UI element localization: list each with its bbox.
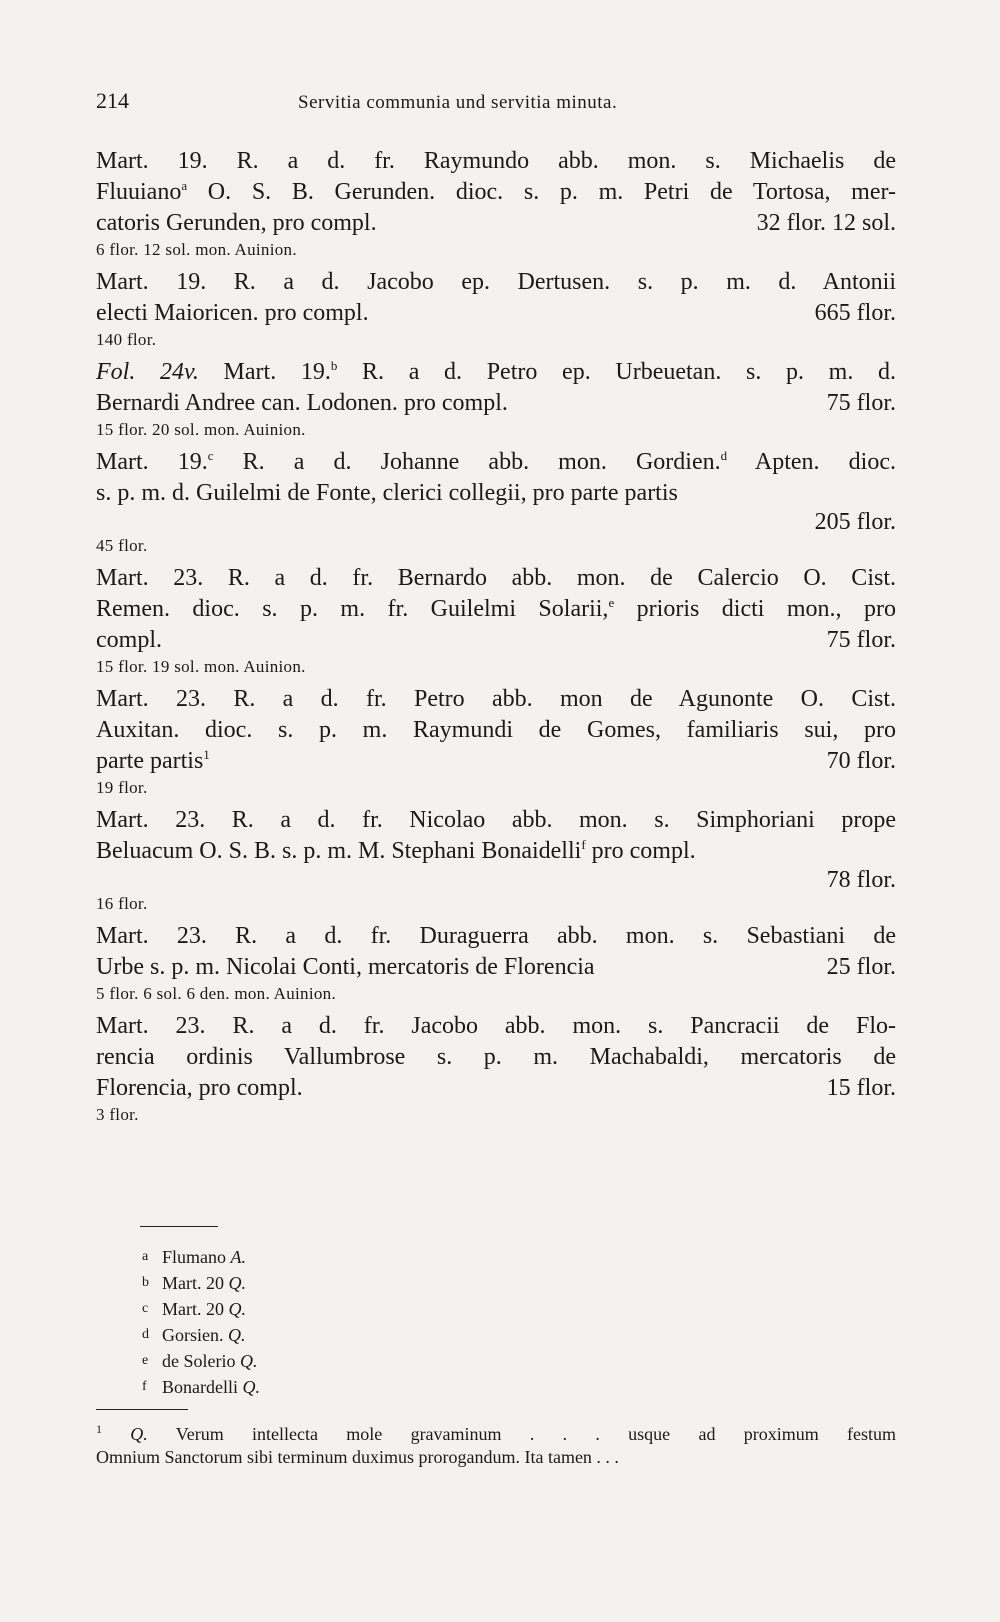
entry-line (96, 563, 896, 594)
entry-text: Fluuiano (96, 179, 182, 205)
amount: 78 flor. (826, 867, 896, 893)
entry-text: Mart. 19. R. a d. fr. Raymundo abb. mon. s. Michaelis de (96, 148, 896, 174)
payment-note: 15 flor. 20 sol. mon. Auinion. (96, 420, 306, 439)
entry-text: Mart. 23. R. a d. fr. Nicolao abb. mon. s. Simphoriani prope (96, 807, 896, 833)
note-mark: f (581, 837, 586, 852)
amount: 205 flor. (814, 509, 896, 535)
footnote-line-2: Omnium Sanctorum sibi terminum duximus prorogandum. Ita tamen . . . (96, 1447, 619, 1467)
footnote-rule (96, 1409, 188, 1410)
entry-line (96, 625, 896, 656)
entry-line (96, 1042, 896, 1073)
apparatus-note (142, 1296, 260, 1322)
apparatus-text: Gorsien. (162, 1325, 224, 1345)
entry-line (96, 447, 896, 478)
apparatus-mark: b (142, 1275, 149, 1290)
amount: 75 flor. (826, 627, 896, 653)
entry-text: Mart. 19. R. a d. Jacobo ep. Dertusen. s. p. m. d. Antonii (96, 269, 896, 295)
apparatus-note (142, 1270, 260, 1296)
apparatus-text: Bonardelli (162, 1377, 238, 1397)
apparatus-source: Q. (228, 1325, 246, 1345)
entry-text: catoris Gerunden, pro compl. (96, 210, 377, 236)
amount: 70 flor. (826, 748, 896, 774)
amount: 25 flor. (826, 954, 896, 980)
footnote-mark: 1 (96, 1422, 102, 1436)
apparatus-mark: e (142, 1353, 149, 1368)
payment-note: 45 flor. (96, 536, 148, 555)
note-mark: c (207, 448, 214, 463)
footnote (96, 1423, 896, 1469)
entry-line (96, 208, 896, 239)
amount: 15 flor. (826, 1075, 896, 1101)
entry-text: parte partis (96, 748, 204, 774)
entry-text: electi Maioricen. pro compl. (96, 300, 369, 326)
note-mark: b (330, 358, 338, 373)
entry-text: Auxitan. dioc. s. p. m. Raymundi de Gomes, familiaris sui, pro (96, 717, 896, 743)
payment-note: 3 flor. (96, 1105, 139, 1124)
entry-line (96, 267, 896, 298)
note-mark: a (181, 178, 188, 193)
apparatus-source: A. (230, 1247, 247, 1267)
entry-text: Mart. 23. R. a d. fr. Duraguerra abb. mon. s. Sebastiani de (96, 923, 896, 949)
entry-line (96, 921, 896, 952)
folio-reference: Fol. 24v. (96, 359, 199, 385)
entry-text: compl. (96, 627, 162, 653)
entry-line (96, 388, 896, 419)
entry-text: Mart. 23. R. a d. fr. Petro abb. mon de Agunonte O. Cist. (96, 686, 896, 712)
payment-note: 19 flor. (96, 778, 148, 797)
entry (96, 1011, 896, 1126)
apparatus-mark: f (142, 1379, 147, 1394)
entry-line (96, 684, 896, 715)
payment-note: 6 flor. 12 sol. mon. Auinion. (96, 240, 297, 259)
amount: 75 flor. (826, 390, 896, 416)
entry (96, 447, 896, 557)
apparatus-source: Q. (228, 1299, 246, 1319)
entry-line (96, 177, 896, 208)
apparatus-text: Mart. 20 (162, 1273, 224, 1293)
entry-text: Bernardi Andree can. Lodonen. pro compl. (96, 390, 508, 416)
apparatus-note (142, 1374, 260, 1400)
apparatus-mark: c (142, 1301, 149, 1316)
payment-note: 15 flor. 19 sol. mon. Auinion. (96, 657, 306, 676)
footnote-line-1: Verum intellecta mole gravaminum . . . usque ad proximum festum (175, 1424, 897, 1444)
entry (96, 146, 896, 261)
footnote-source: Q. (130, 1424, 148, 1444)
entry-text: prioris dicti mon., pro (614, 596, 896, 622)
entry-text: Mart. 19. (198, 359, 331, 385)
entry-text: Urbe s. p. m. Nicolai Conti, mercatoris de Florencia (96, 954, 595, 980)
payment-note: 140 flor. (96, 330, 157, 349)
critical-apparatus (142, 1244, 260, 1400)
entry-text: Beluacum O. S. B. s. p. m. M. Stephani Bonaidelli (96, 838, 582, 864)
payment-note: 5 flor. 6 sol. 6 den. mon. Auinion. (96, 984, 336, 1003)
entry-line (96, 746, 896, 777)
apparatus-source: Q. (228, 1273, 246, 1293)
entry-line (96, 298, 896, 329)
apparatus-text: Flumano (162, 1247, 227, 1267)
apparatus-text: Mart. 20 (162, 1299, 224, 1319)
page-number: 214 (96, 88, 129, 113)
apparatus-mark: d (142, 1327, 149, 1342)
entry-text: Mart. 23. R. a d. fr. Bernardo abb. mon. de Calercio O. Cist. (96, 565, 896, 591)
entry-text: Remen. dioc. s. p. m. fr. Guilelmi Solarii, (96, 596, 609, 622)
payment-note: 16 flor. (96, 894, 148, 913)
entry-text: O. S. B. Gerunden. dioc. s. p. m. Petri de Tortosa, mer- (187, 179, 896, 205)
entry-text: R. a d. Johanne abb. mon. Gordien. (213, 449, 721, 475)
apparatus-note (142, 1322, 260, 1348)
entry (96, 357, 896, 441)
apparatus-note (142, 1348, 260, 1374)
amount: 665 flor. (814, 300, 896, 326)
apparatus-rule (140, 1226, 218, 1227)
entry-line (96, 952, 896, 983)
apparatus-note (142, 1244, 260, 1270)
amount: 32 flor. 12 sol. (756, 210, 896, 236)
entry-line (96, 805, 896, 836)
entry-line (96, 1011, 896, 1042)
entry-line (96, 715, 896, 746)
entry-line (96, 146, 896, 177)
entry-text: s. p. m. d. Guilelmi de Fonte, clerici collegii, pro parte partis (96, 480, 678, 506)
entry-text: rencia ordinis Vallumbrose s. p. m. Machabaldi, mercatoris de (96, 1044, 896, 1070)
entry (96, 267, 896, 351)
entry-line (96, 1073, 896, 1104)
entry (96, 563, 896, 678)
entry-text: Florencia, pro compl. (96, 1075, 303, 1101)
entry-text: pro compl. (585, 838, 696, 864)
entry-text: R. a d. Petro ep. Urbeuetan. s. p. m. d. (337, 359, 896, 385)
entry-line (96, 357, 896, 388)
note-mark: e (608, 595, 615, 610)
entry-line (96, 594, 896, 625)
note-mark: 1 (203, 747, 210, 762)
entry-text: Apten. dioc. (727, 449, 896, 475)
apparatus-mark: a (142, 1249, 149, 1264)
apparatus-source: Q. (242, 1377, 260, 1397)
entry-line (96, 836, 896, 867)
running-title: Servitia communia und servitia minuta. (298, 92, 618, 113)
entry-text: Mart. 23. R. a d. fr. Jacobo abb. mon. s. Pancracii de Flo- (96, 1013, 896, 1039)
apparatus-text: de Solerio (162, 1351, 236, 1371)
entry (96, 684, 896, 799)
entry (96, 921, 896, 1005)
apparatus-source: Q. (240, 1351, 258, 1371)
entries-list (96, 146, 896, 1132)
entry (96, 805, 896, 915)
entry-text: Mart. 19. (96, 449, 208, 475)
entry-line (96, 478, 896, 509)
note-mark: d (720, 448, 728, 463)
